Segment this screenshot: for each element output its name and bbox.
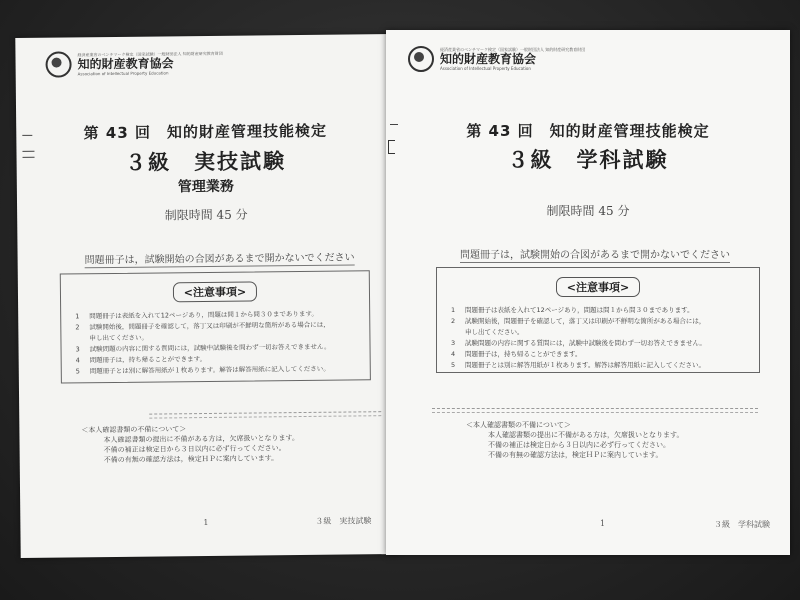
id-notice-line: 不備の補正は検定日から３日以内に必ず行ってください。: [103, 444, 286, 455]
page-number: 1: [203, 517, 209, 528]
notice-item: 3 試験問題の内容に関する質問には，試験中試験後を問わず一切お答えできません。: [75, 342, 331, 354]
id-notice-line: 不備の有無の確認方法は，検定ＨＰに案内しています。: [103, 454, 279, 465]
exam-subtitle: 管理業務: [177, 178, 234, 196]
cut-line: [149, 411, 381, 414]
org-name: 知的財産教育協会: [440, 52, 537, 66]
exam-booklet-practical: [15, 34, 398, 558]
org-name-en: Association of Intellectual Property Education: [77, 70, 169, 77]
notice-title: <注意事項>: [556, 277, 640, 297]
page-label: ３級 学科試験: [714, 520, 770, 529]
org-logo: [408, 46, 585, 72]
org-tagline: 経済産業省のベンチマーク検定（国家試験）一般財団法人 知的財産研究教育財団: [77, 50, 223, 58]
notice-box: [60, 270, 371, 383]
notice-item: 3 試験問題の内容に関する質問には，試験中試験後を問わず一切お答えできません。: [451, 339, 706, 347]
exam-round: 第 43 回 知的財産管理技能検定: [466, 122, 710, 140]
notice-list: [61, 308, 370, 377]
exam-round: 第 43 回 知的財産管理技能検定: [83, 121, 328, 143]
notice-item: 申し出てください。: [89, 333, 148, 343]
cut-line: [149, 415, 381, 418]
time-limit: 制限時間 45 分: [164, 207, 248, 223]
org-logo: [45, 50, 223, 78]
opening-warning: 問題冊子は，試験開始の合図があるまで開かないでください: [85, 248, 355, 268]
id-notice-line: 本人確認書類の提出に不備がある方は，欠席扱いとなります。: [103, 434, 299, 445]
notice-list: [437, 305, 759, 371]
notice-box: [436, 267, 760, 373]
org-seal-icon: [408, 46, 434, 72]
notice-item: 2 試験開始後，問題冊子を確認して，落丁又は印刷が不鮮明な箇所がある場合には，: [451, 317, 706, 325]
id-notice-title: ＜本人確認書類の不備について＞: [81, 425, 187, 435]
org-seal-icon: [45, 51, 71, 77]
id-notice-line: 不備の補正は検定日から３日以内に必ず行ってください。: [488, 441, 670, 449]
org-tagline: 経済産業省のベンチマーク検定（国家試験）一般財団法人 知的財産研究教育財団: [440, 47, 586, 52]
notice-item: 4 問題冊子は，持ち帰ることができます。: [451, 350, 582, 358]
notice-item: 1 問題冊子は表紙を入れて12ページあり，問題は問１から問３０まであります。: [451, 306, 694, 314]
notice-item: 1 問題冊子は表紙を入れて12ページあり，問題は問１から問３０まであります。: [75, 309, 318, 321]
notice-title: <注意事項>: [173, 281, 258, 302]
id-notice-line: 本人確認書類の提出に不備がある方は，欠席扱いとなります。: [488, 431, 684, 439]
cut-line: [432, 408, 758, 409]
org-name: 知的財産教育協会: [77, 56, 174, 72]
page-number: 1: [600, 519, 606, 528]
id-notice-line: 不備の有無の確認方法は，検定ＨＰに案内しています。: [488, 451, 663, 459]
cut-line: [432, 412, 758, 413]
id-document-notice: [81, 423, 299, 465]
id-document-notice: [466, 420, 683, 460]
id-notice-title: ＜本人確認書類の不備について＞: [466, 421, 571, 429]
time-limit: 制限時間 45 分: [546, 204, 630, 218]
notice-item: 5 問題冊子とは別に解答用紙が１枚あります。解答は解答用紙に記入してください。: [75, 364, 330, 376]
exam-grade: ３級 学科試験: [507, 148, 669, 172]
notice-item: 4 問題冊子は，持ち帰ることができます。: [75, 355, 207, 365]
exam-grade: ３級 実技試験: [124, 149, 287, 175]
org-name-en: Association of Intellectual Property Education: [440, 66, 531, 71]
exam-booklet-written: [386, 30, 790, 555]
opening-warning: 問題冊子は，試験開始の合図があるまで開かないでください: [460, 246, 730, 263]
notice-item: 申し出てください。: [465, 328, 524, 336]
notice-item: 5 問題冊子とは別に解答用紙が１枚あります。解答は解答用紙に記入してください。: [451, 361, 705, 369]
notice-item: 2 試験開始後，問題冊子を確認して，落丁又は印刷が不鮮明な箇所がある場合には，: [75, 320, 330, 332]
page-label: ３級 実技試験: [315, 516, 372, 526]
